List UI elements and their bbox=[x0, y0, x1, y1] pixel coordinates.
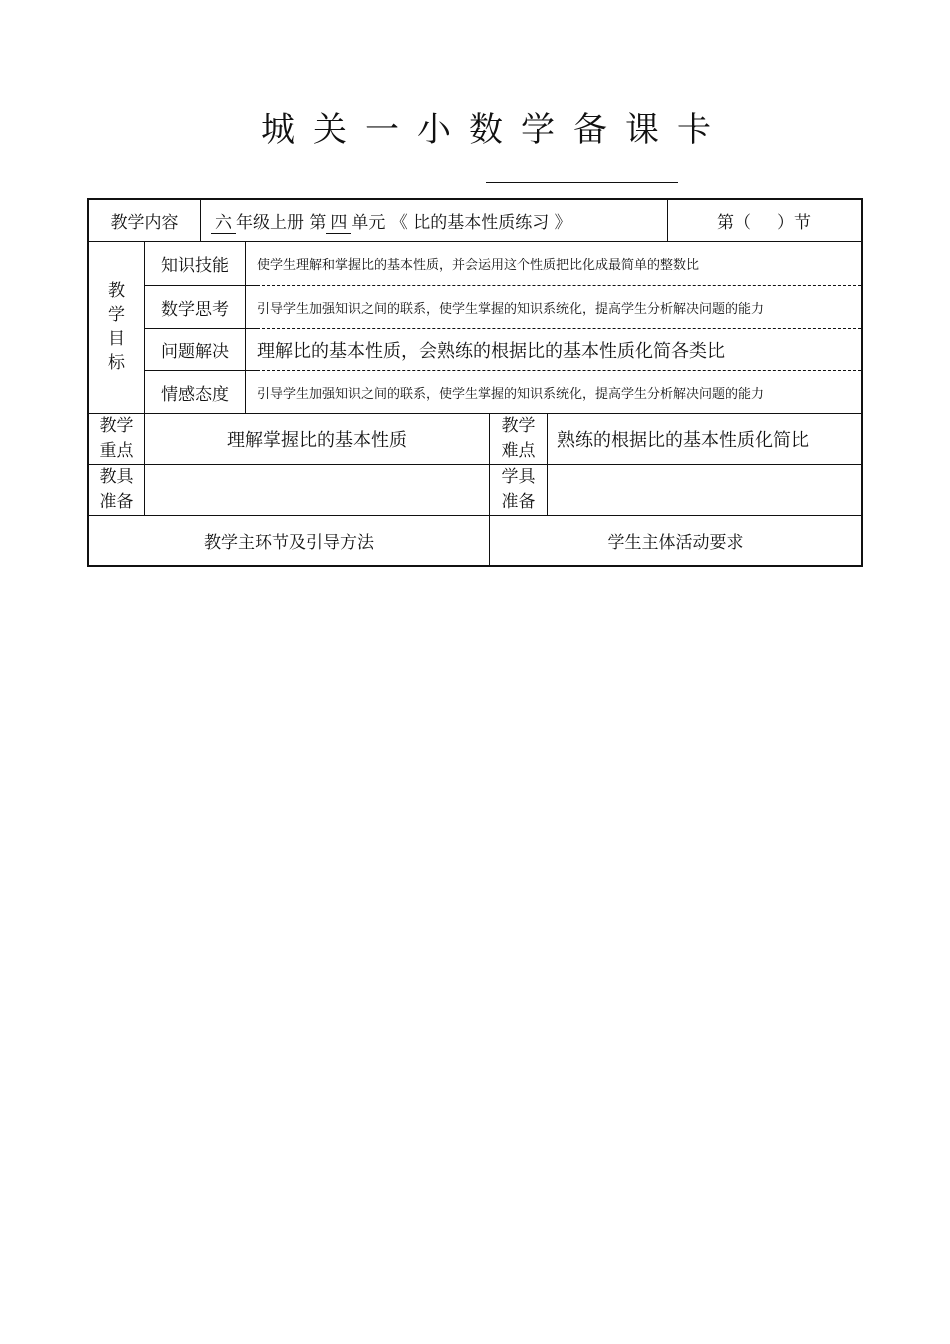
goal-text-attitude: 引导学生加强知识之间的联系，使学生掌握的知识系统化，提高学生分析解决问题的能力 bbox=[257, 386, 765, 402]
teacher-prep-label-line: 教具 bbox=[99, 467, 134, 487]
difficulty-label-line: 教学 bbox=[501, 416, 536, 436]
goals-label bbox=[89, 241, 144, 413]
section-suffix: ）节 bbox=[777, 213, 811, 233]
goal-label-thinking: 数学思考 bbox=[161, 299, 229, 320]
goals-label-char: 教 bbox=[108, 281, 125, 301]
section-prefix: 第（ bbox=[717, 213, 751, 233]
key-point-text: 理解掌握比的基本性质 bbox=[227, 430, 407, 451]
goals-label-char: 学 bbox=[108, 305, 125, 325]
lesson-plan-table bbox=[87, 198, 863, 567]
student-prep-text bbox=[548, 465, 861, 515]
unit-suffix: 单元 《 比的基本性质练习 》 bbox=[351, 213, 572, 233]
student-activity-header: 学生主体活动要求 bbox=[607, 533, 744, 553]
unit-value: 四 bbox=[326, 208, 351, 234]
col-divider bbox=[245, 241, 246, 413]
grade-value: 六 bbox=[211, 208, 236, 234]
goal-text-problem-solving: 理解比的基本性质，会熟练的根据比的基本性质化简各类比 bbox=[257, 340, 725, 362]
key-point-label bbox=[89, 414, 144, 464]
teacher-prep-text bbox=[145, 465, 489, 515]
key-point-label-line: 重点 bbox=[99, 441, 134, 461]
student-prep-label-line: 准备 bbox=[501, 492, 536, 512]
goal-text-knowledge: 使学生理解和掌握比的基本性质，并会运用这个性质把比化成最简单的整数比 bbox=[257, 258, 700, 273]
col-divider bbox=[200, 200, 201, 241]
goals-label-char: 目 bbox=[108, 329, 125, 349]
student-prep-label-line: 学具 bbox=[501, 467, 536, 487]
content-text bbox=[211, 200, 661, 241]
teacher-prep-label bbox=[89, 465, 144, 515]
goal-label-knowledge: 知识技能 bbox=[161, 256, 229, 276]
goal-text-thinking: 引导学生加强知识之间的联系，使学生掌握的知识系统化，提高学生分析解决问题的能力 bbox=[257, 301, 765, 317]
difficulty-text: 熟练的根据比的基本性质化简比 bbox=[557, 430, 809, 451]
key-point-label-line: 教学 bbox=[99, 416, 134, 436]
student-prep-label bbox=[490, 465, 547, 515]
section-number bbox=[667, 200, 861, 241]
grade-suffix: 年级上册 第 bbox=[236, 213, 327, 233]
goal-label-problem-solving: 问题解决 bbox=[161, 342, 229, 362]
teaching-process-header: 教学主环节及引导方法 bbox=[204, 533, 374, 553]
difficulty-label bbox=[490, 414, 547, 464]
content-label: 教学内容 bbox=[110, 213, 179, 233]
goals-label-char: 标 bbox=[108, 353, 125, 373]
goal-label-attitude: 情感态度 bbox=[161, 384, 229, 405]
page-title: 城关一小数学备课卡 bbox=[261, 110, 729, 150]
title-underline bbox=[486, 182, 678, 183]
teacher-prep-label-line: 准备 bbox=[99, 492, 134, 512]
difficulty-label-line: 难点 bbox=[501, 441, 536, 461]
